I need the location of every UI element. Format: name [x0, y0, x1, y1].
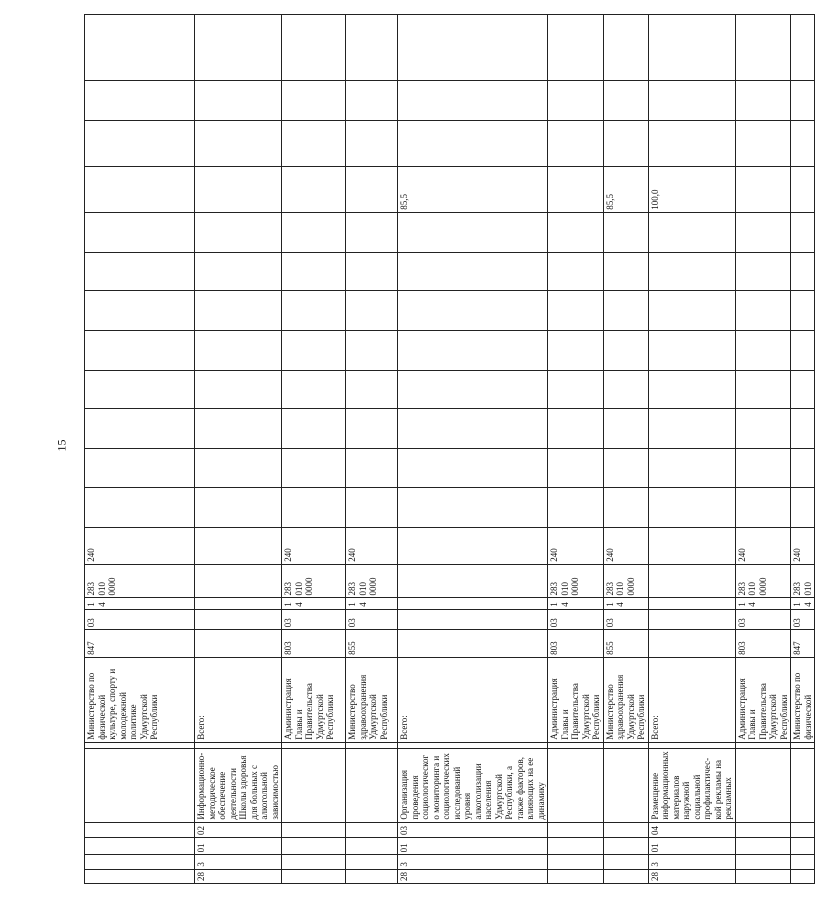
table-cell: [85, 869, 195, 883]
table-cell: [282, 80, 346, 120]
table-cell: 03: [603, 609, 648, 629]
table-cell: 283 010 0000: [603, 564, 648, 598]
table-cell: 01: [398, 837, 548, 854]
table-cell: [791, 487, 815, 527]
table-cell: [603, 748, 648, 822]
table-cell: [735, 371, 791, 409]
table-cell: Размещение информационных материалов наружной социальной профилактичес-кой рекламы на рекламных: [648, 748, 735, 822]
table-row: [603, 15, 648, 884]
table-cell: 3: [398, 855, 548, 869]
table-cell: [195, 371, 282, 409]
table-cell: Информационно-методическое обеспечение деятельности Школы здоровья для больных с алкогольной зависимостью: [195, 748, 282, 822]
table-cell: [398, 409, 548, 449]
table-cell: [548, 487, 604, 527]
table-cell: [85, 15, 195, 81]
table-cell: [398, 630, 548, 658]
table-cell: [548, 291, 604, 331]
table-cell: [548, 837, 604, 854]
table-cell: [346, 15, 398, 81]
table-cell: [548, 855, 604, 869]
table-cell: [282, 742, 346, 748]
table-cell: 803: [282, 630, 346, 658]
table-cell: [603, 15, 648, 81]
table-cell: 14: [603, 598, 648, 609]
table-cell: [735, 855, 791, 869]
table-cell: [346, 252, 398, 291]
table-cell: [648, 331, 735, 371]
table-cell: [195, 742, 282, 748]
table-cell: [548, 212, 604, 252]
table-cell: [735, 869, 791, 883]
table-cell: [735, 748, 791, 822]
table-cell: [85, 120, 195, 166]
table-cell: 855: [603, 630, 648, 658]
table-cell: [548, 449, 604, 488]
table-cell: [346, 331, 398, 371]
table-cell: 283 010 0000: [346, 564, 398, 598]
table-cell: [548, 15, 604, 81]
table-cell: [648, 409, 735, 449]
table-cell: [603, 252, 648, 291]
table-cell: [85, 371, 195, 409]
table-cell: [195, 120, 282, 166]
table-cell: 01: [648, 837, 735, 854]
table-cell: 240: [346, 527, 398, 564]
table-cell: [282, 449, 346, 488]
table-cell: [195, 609, 282, 629]
table-cell: [791, 212, 815, 252]
table-cell: [346, 869, 398, 883]
table-cell: [282, 15, 346, 81]
table-cell: [735, 331, 791, 371]
table-cell: [398, 120, 548, 166]
table-cell: [346, 409, 398, 449]
table-cell: [346, 371, 398, 409]
table-cell: [735, 212, 791, 252]
table-cell: [85, 855, 195, 869]
table-cell: 240: [735, 527, 791, 564]
table-cell: Всего:: [195, 657, 282, 742]
table-cell: [603, 291, 648, 331]
table-cell: [398, 487, 548, 527]
table-cell: [85, 742, 195, 748]
table-cell: [648, 449, 735, 488]
table-cell: Министерство здравоохранения Удмуртской Республики: [346, 657, 398, 742]
table-cell: [85, 212, 195, 252]
table-cell: [603, 212, 648, 252]
table-cell: 240: [791, 527, 815, 564]
table-cell: 240: [548, 527, 604, 564]
table-cell: Администрация Главы и Правительства Удмуртской Республики: [282, 657, 346, 742]
table-cell: [791, 80, 815, 120]
table-cell: 847: [791, 630, 815, 658]
table-cell: 14: [735, 598, 791, 609]
table-cell: 14: [791, 598, 815, 609]
table-cell: 283 010: [791, 564, 815, 598]
table-cell: [195, 291, 282, 331]
table-cell: 85,5: [398, 166, 548, 212]
table-cell: [195, 331, 282, 371]
table-cell: [791, 449, 815, 488]
table-cell: [195, 487, 282, 527]
table-cell: [346, 291, 398, 331]
budget-table: [84, 14, 815, 884]
table-cell: [735, 291, 791, 331]
table-cell: [85, 748, 195, 822]
table-cell: [548, 822, 604, 837]
table-cell: 28: [398, 869, 548, 883]
table-cell: [282, 487, 346, 527]
table-cell: 04: [648, 822, 735, 837]
table-cell: [791, 748, 815, 822]
table-cell: [346, 822, 398, 837]
table-cell: [548, 80, 604, 120]
table-cell: [603, 80, 648, 120]
table-cell: 855: [346, 630, 398, 658]
table-cell: [603, 120, 648, 166]
table-cell: [195, 598, 282, 609]
table-cell: 85,5: [603, 166, 648, 212]
table-cell: 03: [282, 609, 346, 629]
table-cell: [735, 837, 791, 854]
table-cell: [548, 742, 604, 748]
table-cell: [195, 212, 282, 252]
table-cell: [791, 837, 815, 854]
table-cell: Министерство по физической: [791, 657, 815, 742]
table-cell: [648, 742, 735, 748]
table-cell: 240: [603, 527, 648, 564]
table-cell: Администрация Главы и Правительства Удмуртской Республики: [735, 657, 791, 742]
table-cell: [346, 837, 398, 854]
table-cell: Всего:: [648, 657, 735, 742]
table-cell: [195, 630, 282, 658]
table-cell: [791, 371, 815, 409]
table-cell: [85, 837, 195, 854]
table-cell: [791, 331, 815, 371]
table-cell: [398, 371, 548, 409]
table-cell: 28: [195, 869, 282, 883]
table-cell: [735, 166, 791, 212]
table-cell: [282, 291, 346, 331]
table-cell: [195, 80, 282, 120]
page-number: 15: [54, 439, 69, 452]
table-cell: [398, 609, 548, 629]
table-cell: [735, 487, 791, 527]
table-cell: [282, 855, 346, 869]
table-cell: [85, 409, 195, 449]
table-cell: [735, 120, 791, 166]
table-cell: 03: [398, 822, 548, 837]
table-cell: [85, 80, 195, 120]
table-cell: 14: [346, 598, 398, 609]
table-cell: 3: [648, 855, 735, 869]
table-cell: [735, 822, 791, 837]
table-cell: [548, 371, 604, 409]
table-cell: [195, 409, 282, 449]
table-cell: [791, 291, 815, 331]
table-cell: [346, 80, 398, 120]
table-cell: [603, 409, 648, 449]
table-cell: [282, 822, 346, 837]
table-cell: Администрация Главы и Правительства Удмуртской Республики: [548, 657, 604, 742]
table-cell: [346, 742, 398, 748]
table-cell: [648, 80, 735, 120]
table-cell: [85, 487, 195, 527]
table-cell: [548, 166, 604, 212]
table-cell: [648, 371, 735, 409]
table-cell: 240: [85, 527, 195, 564]
table-cell: [398, 15, 548, 81]
table-cell: [603, 742, 648, 748]
table-cell: [648, 527, 735, 564]
table-cell: 3: [195, 855, 282, 869]
table-row: [791, 15, 815, 884]
table-cell: 283 010 0000: [282, 564, 346, 598]
table-cell: 283 010 0000: [548, 564, 604, 598]
table-cell: [648, 598, 735, 609]
table-cell: [282, 748, 346, 822]
table-cell: [195, 252, 282, 291]
table-cell: [398, 252, 548, 291]
table-cell: 02: [195, 822, 282, 837]
table-body: [85, 15, 815, 884]
table-cell: 240: [282, 527, 346, 564]
table-cell: [603, 837, 648, 854]
table-cell: [398, 742, 548, 748]
table-cell: 803: [735, 630, 791, 658]
table-cell: 01: [195, 837, 282, 854]
table-cell: [282, 409, 346, 449]
table-cell: [791, 869, 815, 883]
table-cell: 03: [85, 609, 195, 629]
table-cell: [282, 837, 346, 854]
table-cell: [282, 120, 346, 166]
table-cell: [791, 252, 815, 291]
table-cell: 28: [648, 869, 735, 883]
table-cell: [548, 252, 604, 291]
table-cell: [791, 855, 815, 869]
table-cell: [603, 487, 648, 527]
table-cell: [346, 855, 398, 869]
table-cell: [398, 449, 548, 488]
table-cell: [603, 869, 648, 883]
table-row: [85, 15, 195, 884]
table-cell: [548, 748, 604, 822]
table-cell: [85, 449, 195, 488]
table-cell: [195, 166, 282, 212]
table-cell: [282, 869, 346, 883]
table-cell: [603, 822, 648, 837]
table-cell: [398, 331, 548, 371]
table-cell: [735, 742, 791, 748]
table-cell: [648, 487, 735, 527]
table-row: [735, 15, 791, 884]
table-cell: [398, 80, 548, 120]
table-cell: 847: [85, 630, 195, 658]
table-cell: [85, 166, 195, 212]
table-cell: [282, 371, 346, 409]
table-cell: [791, 120, 815, 166]
table-cell: [648, 291, 735, 331]
table-cell: [648, 609, 735, 629]
table-cell: [735, 15, 791, 81]
table-cell: [548, 120, 604, 166]
table-cell: [648, 630, 735, 658]
table-cell: [346, 166, 398, 212]
table-cell: [85, 252, 195, 291]
table-row: [548, 15, 604, 884]
table-cell: 803: [548, 630, 604, 658]
table-cell: [195, 449, 282, 488]
table-row: [398, 15, 548, 884]
table-cell: 14: [282, 598, 346, 609]
table-cell: 14: [548, 598, 604, 609]
table-cell: 100,0: [648, 166, 735, 212]
table-row: [648, 15, 735, 884]
table-cell: [791, 409, 815, 449]
table-cell: Министерство по физической культуре, спорту и молодежной политике Удмуртской Республики: [85, 657, 195, 742]
table-cell: 283 010 0000: [735, 564, 791, 598]
table-cell: 14: [85, 598, 195, 609]
table-cell: [195, 527, 282, 564]
table-cell: [548, 869, 604, 883]
table-cell: [603, 371, 648, 409]
table-cell: 03: [346, 609, 398, 629]
table-cell: 03: [735, 609, 791, 629]
table-cell: [398, 291, 548, 331]
table-row: [346, 15, 398, 884]
table-cell: [648, 252, 735, 291]
table-cell: [603, 331, 648, 371]
table-cell: [398, 598, 548, 609]
table-cell: Министерство здравоохранения Удмуртской Республики: [603, 657, 648, 742]
table-row: [282, 15, 346, 884]
table-cell: [282, 212, 346, 252]
table-cell: [346, 120, 398, 166]
table-cell: [648, 120, 735, 166]
table-cell: [195, 564, 282, 598]
table-cell: [648, 212, 735, 252]
table-cell: [282, 166, 346, 212]
table-cell: [603, 855, 648, 869]
table-cell: Организация проведения социологического мониторинга и социологических исследований уровня алкоголизации населения Удмуртской Республики, а также факторов, влияющих на ее динамику: [398, 748, 548, 822]
table-cell: [648, 15, 735, 81]
table-cell: [282, 331, 346, 371]
table-cell: [282, 252, 346, 291]
table-cell: [648, 564, 735, 598]
table-cell: [346, 487, 398, 527]
table-cell: [398, 527, 548, 564]
table-cell: [548, 331, 604, 371]
table-cell: [85, 331, 195, 371]
table-cell: [603, 449, 648, 488]
table-cell: [548, 409, 604, 449]
table-cell: 03: [548, 609, 604, 629]
table-cell: [85, 822, 195, 837]
table-row: [195, 15, 282, 884]
table-cell: [735, 409, 791, 449]
table-cell: [735, 252, 791, 291]
table-cell: [791, 822, 815, 837]
table-cell: [398, 212, 548, 252]
table-cell: [735, 449, 791, 488]
table-cell: [735, 80, 791, 120]
table-cell: 03: [791, 609, 815, 629]
table-cell: [791, 742, 815, 748]
table-cell: [791, 15, 815, 81]
table-cell: [346, 449, 398, 488]
table-cell: [195, 15, 282, 81]
table-cell: [346, 748, 398, 822]
table-cell: [85, 291, 195, 331]
table-cell: Всего:: [398, 657, 548, 742]
rotated-table-wrapper: [84, 14, 813, 884]
table-cell: [398, 564, 548, 598]
table-cell: [791, 166, 815, 212]
table-cell: [346, 212, 398, 252]
table-cell: 283 010 0000: [85, 564, 195, 598]
